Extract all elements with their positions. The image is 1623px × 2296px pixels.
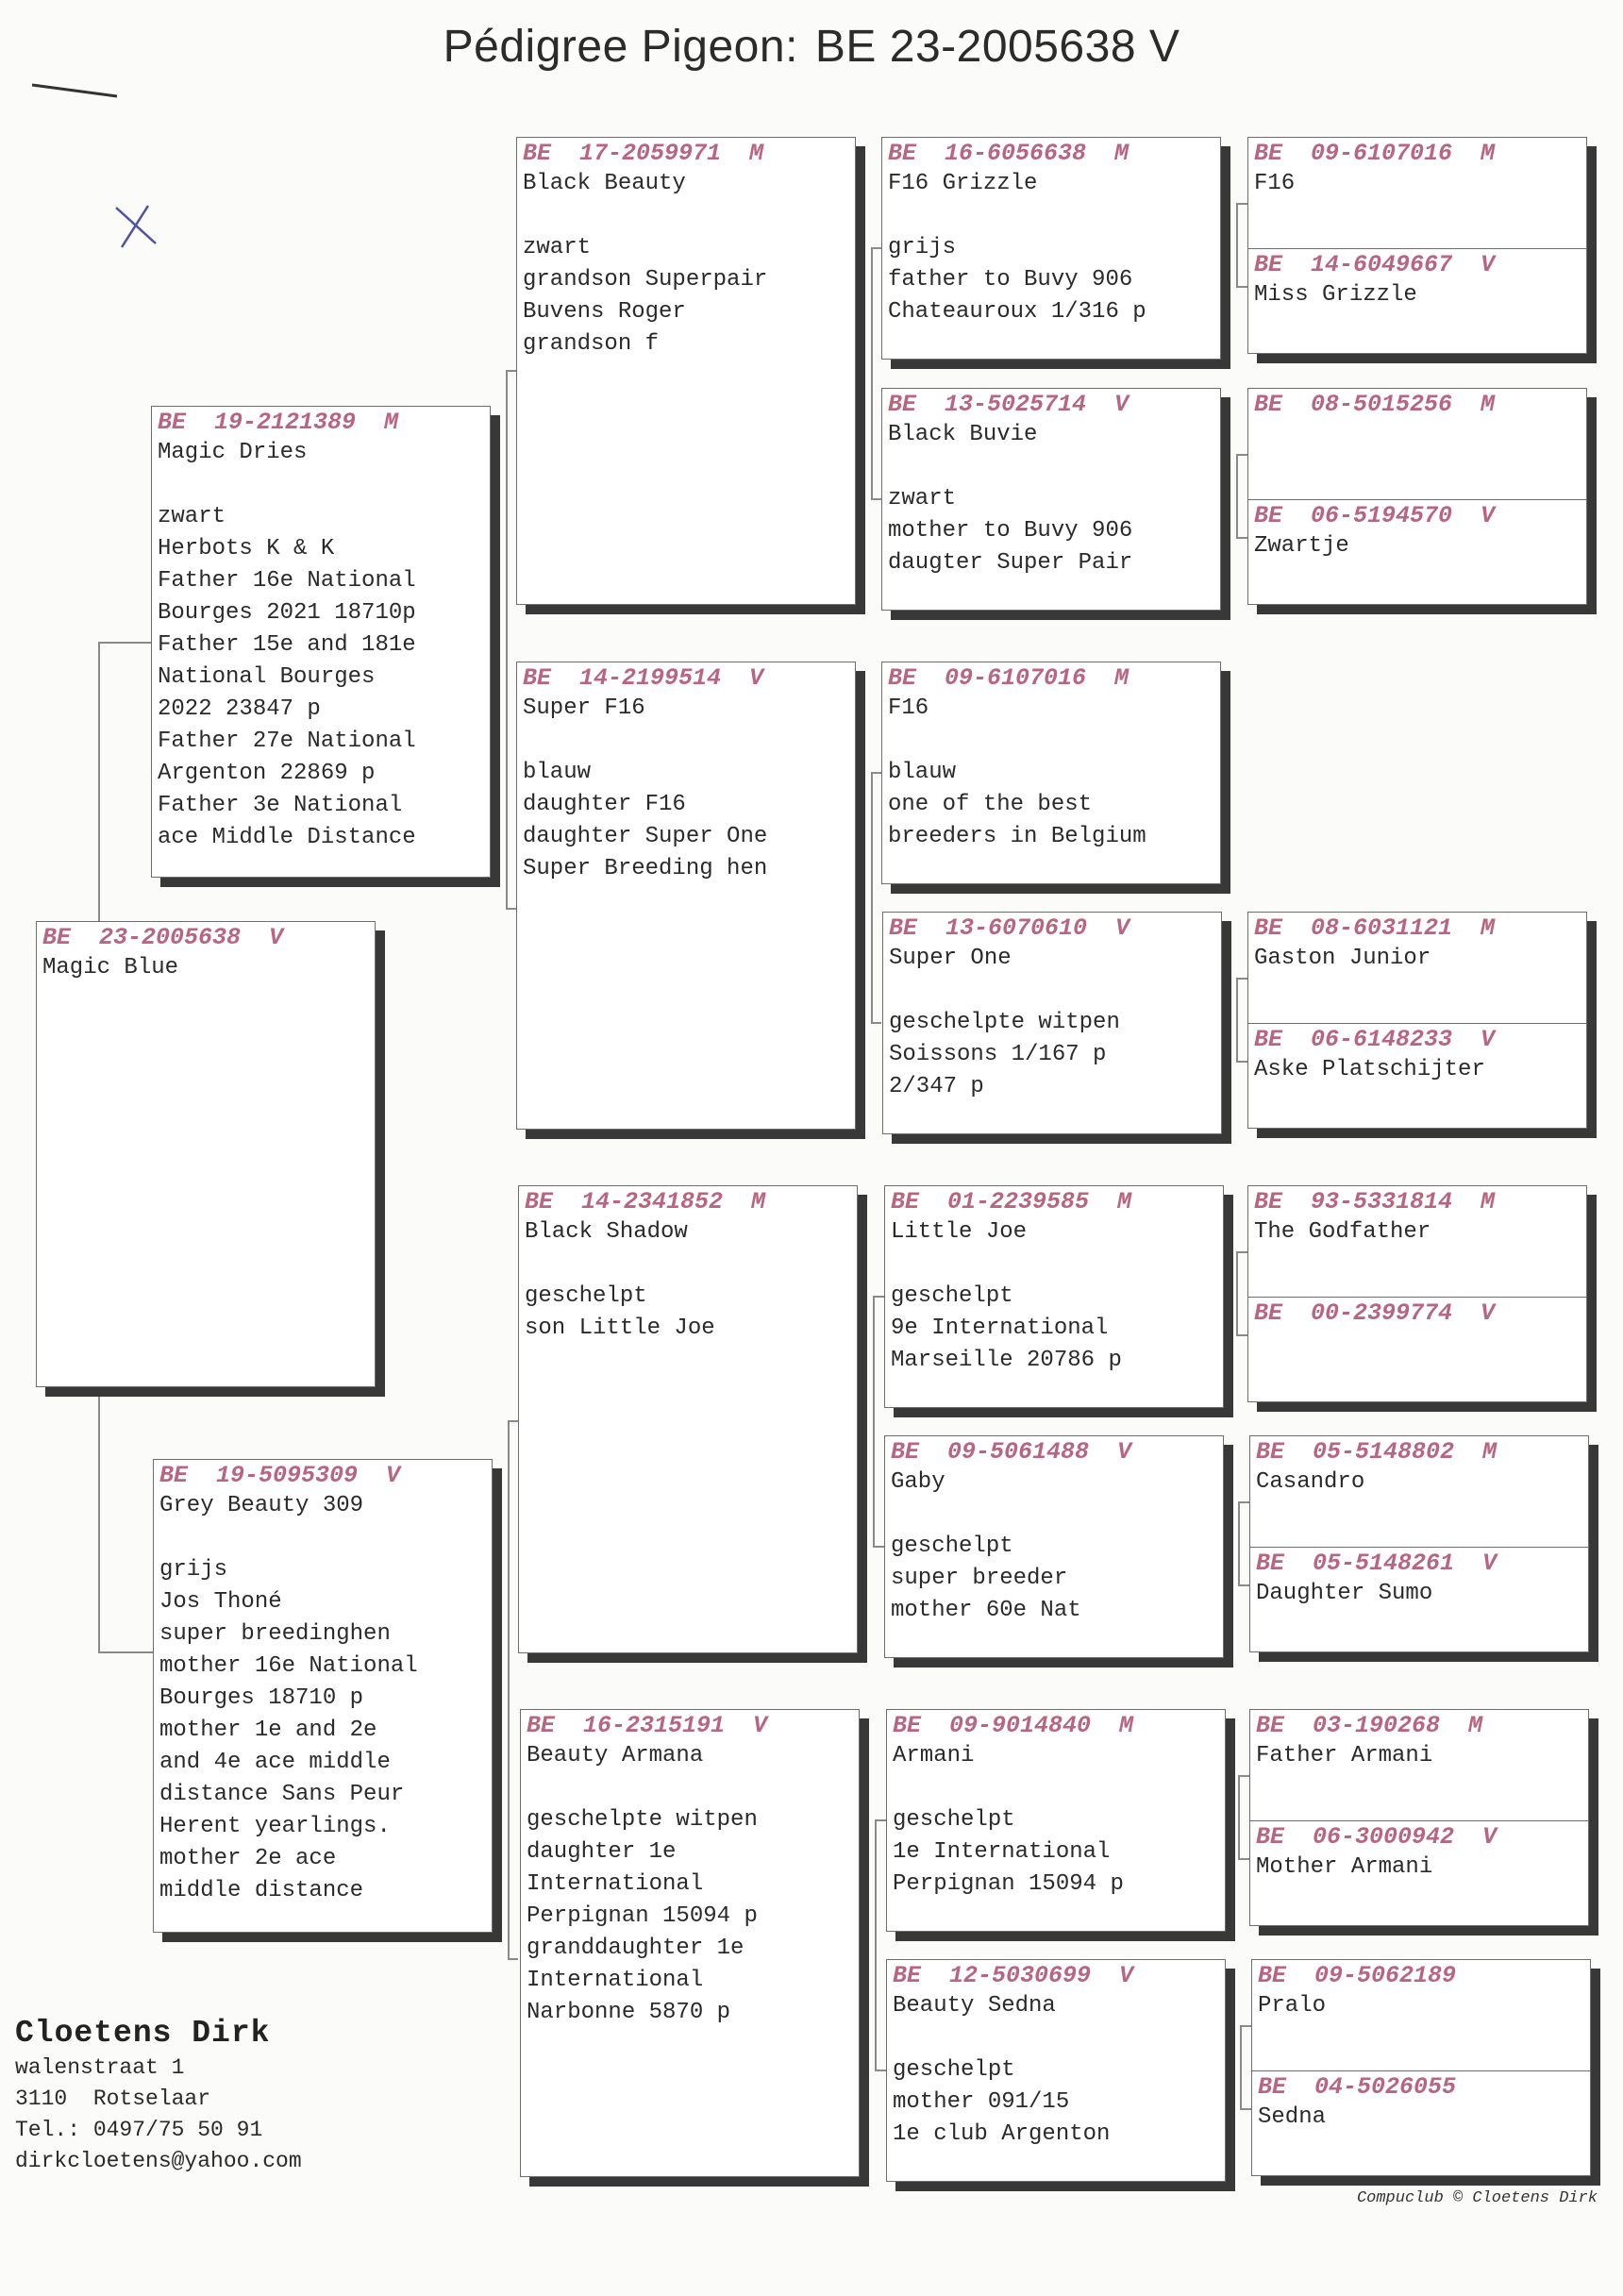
description-line: geschelpt bbox=[891, 1533, 1013, 1559]
gen5-pair-box-5[interactable] bbox=[1249, 1435, 1589, 1652]
ring-number: BE 06-5194570 V bbox=[1254, 502, 1496, 529]
gen5-dam-entry bbox=[1248, 248, 1586, 311]
description-line: grandson Superpair bbox=[523, 267, 768, 293]
connector-line bbox=[508, 1420, 510, 1958]
connector-line bbox=[1238, 1775, 1249, 1777]
description-line: distance Sans Peur bbox=[159, 1782, 405, 1807]
pigeon-name: Aske Platschijter bbox=[1254, 1057, 1485, 1082]
gen5-pair-box-6[interactable] bbox=[1249, 1709, 1589, 1926]
breeder-phone: Tel.: 0497/75 50 91 bbox=[15, 2118, 263, 2142]
breeder-email[interactable]: dirkcloetens@yahoo.com bbox=[15, 2149, 302, 2173]
great-grandparent-box-1[interactable] bbox=[881, 137, 1221, 360]
great-grandparent-entry bbox=[885, 1438, 1223, 1627]
pigeon-name: Super One bbox=[889, 946, 1012, 971]
description-line: Narbonne 5870 p bbox=[527, 2000, 731, 2025]
description-line: Jos Thoné bbox=[159, 1589, 282, 1615]
description-line: geschelpt bbox=[891, 1283, 1013, 1309]
pigeon-name: F16 bbox=[888, 696, 929, 721]
ring-number: BE 23-2005638 V bbox=[42, 924, 284, 951]
pigeon-name: Black Buvie bbox=[888, 422, 1038, 447]
great-grandparent-entry bbox=[887, 1712, 1225, 1901]
connector-line bbox=[98, 1651, 153, 1653]
description-lines bbox=[891, 1531, 1223, 1627]
description-line: 1e club Argenton bbox=[893, 2121, 1111, 2147]
cross-mark bbox=[109, 198, 165, 255]
ring-number: BE 09-5062189 bbox=[1258, 1962, 1457, 1989]
ring-number: BE 19-5095309 V bbox=[159, 1462, 401, 1489]
connector-line bbox=[1238, 1858, 1249, 1860]
description-line: breeders in Belgium bbox=[888, 824, 1146, 849]
description-line: Bourges 18710 p bbox=[159, 1685, 364, 1711]
description-line: Argenton 22869 p bbox=[158, 761, 376, 786]
connector-line bbox=[1240, 2025, 1251, 2027]
ring-number: BE 04-5026055 bbox=[1258, 2073, 1457, 2101]
subject-box[interactable] bbox=[36, 921, 376, 1387]
connector-line bbox=[506, 370, 516, 372]
breeder-street: walenstraat 1 bbox=[15, 2055, 185, 2080]
great-grandparent-box-2[interactable] bbox=[881, 388, 1221, 611]
title-prefix: Pédigree Pigeon: bbox=[443, 22, 798, 72]
description-line: grijs bbox=[159, 1557, 228, 1583]
grandparent-box-1[interactable] bbox=[516, 137, 856, 605]
pigeon-name: Daughter Sumo bbox=[1256, 1581, 1433, 1606]
description-lines bbox=[527, 1804, 859, 2029]
description-line: zwart bbox=[158, 504, 226, 529]
connector-line bbox=[1236, 1251, 1247, 1253]
pigeon-name: Armani bbox=[893, 1743, 975, 1768]
connector-line bbox=[871, 498, 881, 500]
description-lines bbox=[891, 1281, 1223, 1377]
ring-number: BE 08-6031121 M bbox=[1254, 914, 1496, 942]
great-grandparent-box-8[interactable] bbox=[886, 1959, 1226, 2182]
gen5-sire-entry bbox=[1250, 1712, 1588, 1820]
connector-line bbox=[873, 1296, 884, 1298]
dam-box[interactable] bbox=[153, 1459, 493, 1933]
breeder-name: Cloetens Dirk bbox=[15, 2016, 271, 2051]
connector-line bbox=[98, 642, 153, 644]
gen5-sire-entry bbox=[1248, 140, 1586, 248]
description-line: Herent yearlings. bbox=[159, 1814, 391, 1839]
connector-line bbox=[506, 908, 516, 910]
description-lines bbox=[525, 1281, 857, 1345]
description-lines bbox=[159, 1554, 492, 1907]
description-line: daughter 1e bbox=[527, 1839, 677, 1865]
ring-number: BE 16-2315191 V bbox=[527, 1712, 768, 1739]
ring-number: BE 09-6107016 M bbox=[1254, 140, 1496, 167]
pigeon-name: F16 bbox=[1254, 171, 1296, 196]
ring-number: BE 08-5015256 M bbox=[1254, 391, 1496, 418]
connector-line bbox=[871, 772, 873, 1023]
ring-number: BE 14-6049667 V bbox=[1254, 251, 1496, 278]
description-line: Father 27e National bbox=[158, 729, 416, 754]
connector-line bbox=[871, 1022, 881, 1024]
connector-line bbox=[1236, 286, 1247, 288]
sire-entry bbox=[152, 409, 490, 854]
connector-line bbox=[1236, 454, 1247, 456]
connector-line bbox=[1240, 2108, 1251, 2110]
pigeon-name: Black Shadow bbox=[525, 1219, 688, 1245]
great-grandparent-box-4[interactable] bbox=[882, 912, 1222, 1134]
description-line: International bbox=[527, 1968, 704, 1993]
description-line: zwart bbox=[888, 486, 957, 511]
description-line: granddaughter 1e bbox=[527, 1936, 745, 1961]
pigeon-name: Miss Grizzle bbox=[1254, 282, 1417, 308]
description-line: mother 091/15 bbox=[893, 2089, 1070, 2115]
description-line: son Little Joe bbox=[525, 1316, 715, 1341]
connector-line bbox=[871, 247, 873, 500]
description-line: Soissons 1/167 p bbox=[889, 1042, 1107, 1067]
description-line: geschelpte witpen bbox=[527, 1807, 758, 1833]
ring-number: BE 09-6107016 M bbox=[888, 664, 1129, 692]
ring-number: BE 06-6148233 V bbox=[1254, 1026, 1496, 1053]
grandparent-box-3[interactable] bbox=[518, 1185, 858, 1653]
description-line: Marseille 20786 p bbox=[891, 1348, 1122, 1373]
pigeon-name: Mother Armani bbox=[1256, 1854, 1433, 1880]
description-line: 2/347 p bbox=[889, 1074, 984, 1099]
description-line: Perpignan 15094 p bbox=[893, 1871, 1124, 1897]
gen5-sire-entry bbox=[1248, 1188, 1586, 1297]
connector-line bbox=[506, 370, 508, 908]
grandparent-entry bbox=[519, 1188, 857, 1345]
pigeon-name: The Godfather bbox=[1254, 1219, 1431, 1245]
gen5-sire-entry bbox=[1248, 391, 1586, 499]
description-line: father to Buvy 906 bbox=[888, 267, 1133, 293]
description-line: mother to Buvy 906 bbox=[888, 518, 1133, 544]
gen5-dam-entry bbox=[1248, 1023, 1586, 1086]
pigeon-name: Beauty Armana bbox=[527, 1743, 704, 1768]
description-line: geschelpt bbox=[893, 1807, 1015, 1833]
great-grandparent-entry bbox=[887, 1962, 1225, 2151]
ring-number: BE 14-2341852 M bbox=[525, 1188, 766, 1215]
description-lines bbox=[893, 2054, 1225, 2151]
description-line: zwart bbox=[523, 235, 592, 260]
description-line: super breedinghen bbox=[159, 1621, 391, 1647]
description-lines bbox=[523, 757, 855, 885]
description-line: mother 60e Nat bbox=[891, 1598, 1081, 1623]
description-line: one of the best bbox=[888, 792, 1093, 817]
description-line: and 4e ace middle bbox=[159, 1750, 391, 1775]
connector-line bbox=[508, 1420, 518, 1422]
pigeon-name: Father Armani bbox=[1256, 1743, 1433, 1768]
description-line: 1e International bbox=[893, 1839, 1111, 1865]
connector-line bbox=[1236, 203, 1238, 288]
description-line: blauw bbox=[523, 760, 592, 785]
ring-number: BE 19-2121389 M bbox=[158, 409, 399, 436]
description-line: ace Middle Distance bbox=[158, 825, 416, 850]
connector-line bbox=[875, 1819, 877, 2070]
ring-number: BE 12-5030699 V bbox=[893, 1962, 1134, 1989]
description-lines bbox=[889, 1007, 1221, 1103]
description-lines bbox=[888, 483, 1220, 579]
pigeon-name: Beauty Sedna bbox=[893, 1993, 1056, 2019]
gen5-dam-entry bbox=[1250, 1547, 1588, 1610]
gen5-dam-entry bbox=[1250, 1820, 1588, 1884]
connector-line bbox=[871, 247, 881, 249]
description-line: 9e International bbox=[891, 1316, 1109, 1341]
grandparent-box-4[interactable] bbox=[520, 1709, 860, 2177]
description-line: mother 16e National bbox=[159, 1653, 418, 1679]
ring-number: BE 00-2399774 V bbox=[1254, 1299, 1496, 1327]
description-line: geschelpt bbox=[525, 1283, 647, 1309]
gen5-pair-box-7[interactable] bbox=[1251, 1959, 1591, 2176]
connector-line bbox=[1238, 1501, 1249, 1503]
connector-line bbox=[1236, 978, 1247, 980]
ring-number: BE 05-5148802 M bbox=[1256, 1438, 1498, 1466]
connector-line bbox=[98, 642, 100, 921]
pigeon-name: Gaby bbox=[891, 1469, 945, 1495]
description-line: daughter Super One bbox=[523, 824, 768, 849]
pigeon-name: Grey Beauty 309 bbox=[159, 1493, 364, 1518]
description-line: Father 3e National bbox=[158, 793, 403, 818]
connector-line bbox=[873, 1546, 884, 1548]
description-line: Buvens Roger bbox=[523, 299, 686, 325]
description-line: geschelpt bbox=[893, 2057, 1015, 2083]
great-grandparent-entry bbox=[883, 914, 1221, 1103]
ring-number: BE 17-2059971 M bbox=[523, 140, 764, 167]
sire-box[interactable] bbox=[151, 406, 491, 878]
grandparent-entry bbox=[521, 1712, 859, 2029]
ring-number: BE 01-2239585 M bbox=[891, 1188, 1132, 1215]
gen5-dam-entry bbox=[1248, 1297, 1586, 1328]
ring-number: BE 13-6070610 V bbox=[889, 914, 1130, 942]
pigeon-name: Pralo bbox=[1258, 1993, 1327, 2019]
description-line: 2022 23847 p bbox=[158, 696, 321, 722]
great-grandparent-box-7[interactable] bbox=[886, 1709, 1226, 1932]
ring-number: BE 93-5331814 M bbox=[1254, 1188, 1496, 1215]
description-line: blauw bbox=[888, 760, 957, 785]
great-grandparent-box-5[interactable] bbox=[884, 1185, 1224, 1408]
description-lines bbox=[888, 757, 1220, 853]
breeder-city: 3110 Rotselaar bbox=[15, 2087, 211, 2111]
grandparent-entry bbox=[517, 664, 855, 885]
description-line: daugter Super Pair bbox=[888, 550, 1133, 576]
gen5-sire-entry bbox=[1250, 1438, 1588, 1547]
great-grandparent-entry bbox=[882, 664, 1220, 853]
description-line: Father 15e and 181e bbox=[158, 632, 416, 658]
connector-line bbox=[871, 772, 881, 774]
description-line: grandson f bbox=[523, 331, 660, 357]
gen5-dam-entry bbox=[1248, 499, 1586, 562]
gen5-pair-box-2[interactable] bbox=[1247, 388, 1587, 605]
ring-number: BE 14-2199514 V bbox=[523, 664, 764, 692]
great-grandparent-entry bbox=[885, 1188, 1223, 1377]
pigeon-name: Super F16 bbox=[523, 696, 645, 721]
description-line: Herbots K & K bbox=[158, 536, 335, 561]
connector-line bbox=[1236, 978, 1238, 1063]
ring-number: BE 03-190268 M bbox=[1256, 1712, 1483, 1739]
pen-stroke-mark bbox=[28, 75, 123, 104]
page-title bbox=[0, 21, 1623, 73]
connector-line bbox=[1236, 454, 1238, 539]
great-grandparent-box-3[interactable] bbox=[881, 662, 1221, 884]
ring-number: BE 05-5148261 V bbox=[1256, 1550, 1498, 1577]
connector-line bbox=[1238, 1501, 1240, 1586]
description-line: grijs bbox=[888, 235, 957, 260]
description-lines bbox=[523, 232, 855, 360]
description-line: middle distance bbox=[159, 1878, 364, 1903]
ring-number: BE 13-5025714 V bbox=[888, 391, 1129, 418]
description-line: Chateauroux 1/316 p bbox=[888, 299, 1146, 325]
software-credit: Compuclub © Cloetens Dirk bbox=[1356, 2189, 1598, 2207]
description-line: National Bourges bbox=[158, 664, 376, 690]
connector-line bbox=[1236, 1061, 1247, 1063]
description-lines bbox=[158, 501, 490, 854]
gen5-pair-box-4[interactable] bbox=[1247, 1185, 1587, 1402]
grandparent-entry bbox=[517, 140, 855, 360]
description-line: International bbox=[527, 1871, 704, 1897]
dam-entry bbox=[154, 1462, 492, 1907]
description-line: Super Breeding hen bbox=[523, 856, 768, 881]
ring-number: BE 06-3000942 V bbox=[1256, 1823, 1498, 1851]
grandparent-box-2[interactable] bbox=[516, 662, 856, 1130]
pigeon-name: Sedna bbox=[1258, 2104, 1327, 2130]
pigeon-name: Black Beauty bbox=[523, 171, 686, 196]
description-lines bbox=[888, 232, 1220, 328]
description-line: super breeder bbox=[891, 1566, 1068, 1591]
connector-line bbox=[1238, 1584, 1249, 1586]
connector-line bbox=[875, 1819, 886, 1821]
gen5-sire-entry bbox=[1248, 914, 1586, 1023]
connector-line bbox=[875, 2070, 886, 2071]
gen5-sire-entry bbox=[1252, 1962, 1590, 2070]
subject-entry bbox=[37, 924, 375, 984]
connector-line bbox=[873, 1296, 875, 1547]
connector-line bbox=[1240, 2025, 1242, 2110]
ring-number: BE 16-6056638 M bbox=[888, 140, 1129, 167]
connector-line bbox=[508, 1958, 518, 1960]
description-lines bbox=[893, 1804, 1225, 1901]
connector-line bbox=[1236, 1251, 1238, 1336]
gen5-dam-entry bbox=[1252, 2070, 1590, 2134]
gen5-pair-box-1[interactable] bbox=[1247, 137, 1587, 354]
breeder-info bbox=[15, 2015, 302, 2177]
description-line: Perpignan 15094 p bbox=[527, 1903, 758, 1929]
pigeon-name: Zwartje bbox=[1254, 533, 1349, 559]
connector-line bbox=[1236, 537, 1247, 539]
great-grandparent-entry bbox=[882, 140, 1220, 328]
description-line: Father 16e National bbox=[158, 568, 416, 594]
connector-line bbox=[1238, 1775, 1240, 1860]
connector-line bbox=[1236, 203, 1247, 205]
pigeon-name: F16 Grizzle bbox=[888, 171, 1038, 196]
pigeon-name: Little Joe bbox=[891, 1219, 1028, 1245]
description-line: daughter F16 bbox=[523, 792, 686, 817]
ring-number: BE 09-9014840 M bbox=[893, 1712, 1134, 1739]
connector-line bbox=[98, 1387, 100, 1653]
pigeon-name: Casandro bbox=[1256, 1469, 1365, 1495]
connector-line bbox=[1236, 1334, 1247, 1336]
pigeon-name: Magic Blue bbox=[42, 955, 179, 980]
description-line: mother 1e and 2e bbox=[159, 1718, 377, 1743]
great-grandparent-box-6[interactable] bbox=[884, 1435, 1224, 1658]
pigeon-name: Magic Dries bbox=[158, 440, 308, 465]
ring-number: BE 09-5061488 V bbox=[891, 1438, 1132, 1466]
gen5-pair-box-3[interactable] bbox=[1247, 912, 1587, 1129]
pigeon-name: Gaston Junior bbox=[1254, 946, 1431, 971]
description-line: geschelpte witpen bbox=[889, 1010, 1120, 1035]
description-line: Bourges 2021 18710p bbox=[158, 600, 416, 626]
great-grandparent-entry bbox=[882, 391, 1220, 579]
title-ring: BE 23-2005638 V bbox=[814, 22, 1180, 72]
description-line: mother 2e ace bbox=[159, 1846, 337, 1871]
